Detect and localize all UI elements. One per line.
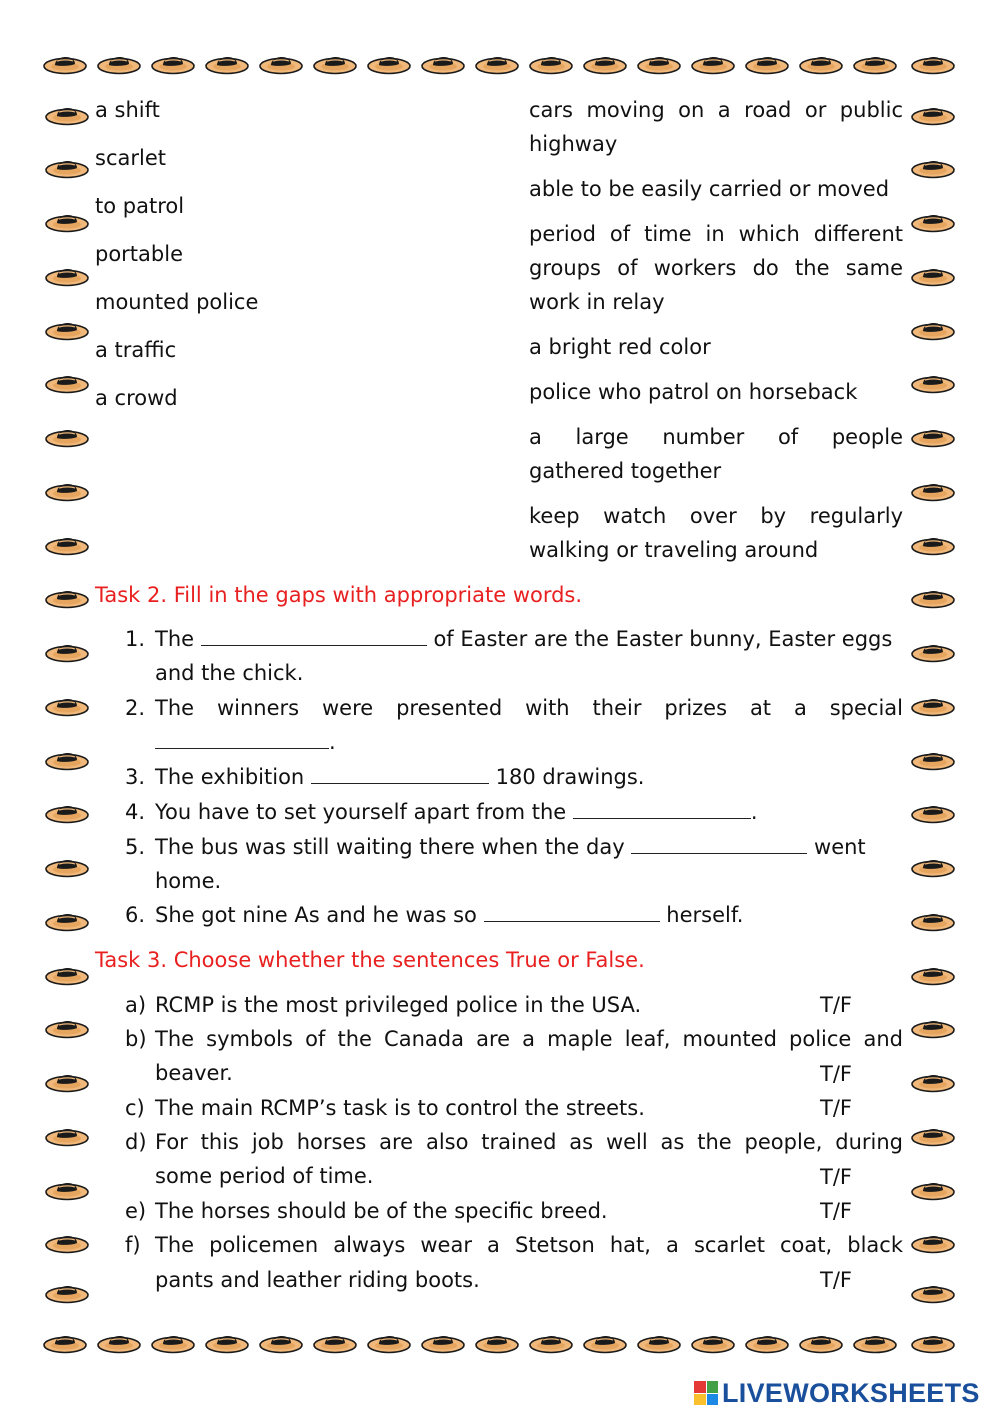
gap-input[interactable] xyxy=(631,831,807,854)
task2-item xyxy=(155,795,758,829)
gap-input[interactable] xyxy=(484,899,660,922)
task2-item xyxy=(155,622,892,656)
sombrero-hat-icon xyxy=(910,854,956,878)
logo-text: LIVEWORKSHEETS xyxy=(722,1377,980,1408)
sombrero-hat-icon xyxy=(798,1330,844,1354)
sombrero-hat-icon xyxy=(42,1330,88,1354)
sentence-text: . xyxy=(329,730,336,754)
definition-line: a large number of people xyxy=(529,425,903,449)
sombrero-hat-icon xyxy=(366,1330,412,1354)
liveworksheets-logo xyxy=(694,1378,980,1408)
sombrero-hat-icon xyxy=(204,1330,250,1354)
sombrero-hat-icon xyxy=(420,1330,466,1354)
sombrero-hat-icon xyxy=(44,854,90,878)
sombrero-hat-icon xyxy=(910,639,956,663)
word-item[interactable]: to patrol xyxy=(95,194,185,218)
sombrero-hat-icon xyxy=(44,478,90,502)
sombrero-hat-icon xyxy=(910,693,956,717)
sombrero-hat-icon xyxy=(910,1280,956,1304)
sombrero-hat-icon xyxy=(910,209,956,233)
sombrero-hat-icon xyxy=(258,1330,304,1354)
definition-line: police who patrol on horseback xyxy=(529,380,858,404)
gap-input[interactable] xyxy=(201,623,427,646)
statement-text: For this job horses are also trained as well as the people, during xyxy=(155,1130,903,1154)
word-item[interactable]: a crowd xyxy=(95,386,178,410)
sombrero-hat-icon xyxy=(910,1015,956,1039)
sentence-text: You have to set yourself apart from the xyxy=(155,800,567,824)
sentence-text: of Easter are the Easter bunny, Easter eggs xyxy=(433,627,893,651)
item-number: 4. xyxy=(125,800,146,824)
definition-line: a bright red color xyxy=(529,335,711,359)
word-item[interactable]: a traffic xyxy=(95,338,177,362)
sombrero-hat-icon xyxy=(910,51,956,75)
sombrero-hat-icon xyxy=(44,585,90,609)
sombrero-hat-icon xyxy=(44,532,90,556)
sentence-text: herself. xyxy=(666,903,744,927)
word-item[interactable]: mounted police xyxy=(95,290,259,314)
sombrero-hat-icon xyxy=(528,51,574,75)
sombrero-hat-icon xyxy=(420,51,466,75)
sombrero-hat-icon xyxy=(474,1330,520,1354)
sombrero-hat-icon xyxy=(910,102,956,126)
sombrero-hat-icon xyxy=(44,102,90,126)
definition-line: highway xyxy=(529,132,618,156)
sentence-text: 180 drawings. xyxy=(495,765,645,789)
true-false-select[interactable]: T/F xyxy=(820,1062,852,1086)
task2-item xyxy=(155,898,743,932)
item-number: 1. xyxy=(125,627,146,651)
definition-line: keep watch over by regularly xyxy=(529,504,903,528)
gap-input[interactable] xyxy=(573,796,751,819)
logo-block xyxy=(707,1381,719,1393)
statement-text: pants and leather riding boots. xyxy=(155,1268,480,1292)
sombrero-hat-icon xyxy=(44,263,90,287)
sombrero-hat-icon xyxy=(44,908,90,932)
sombrero-hat-icon xyxy=(204,51,250,75)
sombrero-hat-icon xyxy=(910,1069,956,1093)
sombrero-hat-icon xyxy=(44,747,90,771)
sombrero-hat-icon xyxy=(910,478,956,502)
true-false-select[interactable]: T/F xyxy=(820,1165,852,1189)
true-false-select[interactable]: T/F xyxy=(820,1096,852,1120)
sombrero-hat-icon xyxy=(44,1230,90,1254)
sentence-text: The xyxy=(155,627,195,651)
task2-title: Task 2. Fill in the gaps with appropriate words. xyxy=(95,583,583,607)
statement-text: The main RCMP’s task is to control the streets. xyxy=(155,1096,645,1120)
sombrero-hat-icon xyxy=(910,800,956,824)
sombrero-hat-icon xyxy=(44,800,90,824)
sombrero-hat-icon xyxy=(474,51,520,75)
statement-text: The symbols of the Canada are a maple leaf, mounted police and xyxy=(155,1027,903,1051)
sombrero-hat-icon xyxy=(910,263,956,287)
gap-input[interactable] xyxy=(155,726,329,749)
definition-line: cars moving on a road or public xyxy=(529,98,903,122)
sentence-text: . xyxy=(750,800,758,824)
sombrero-hat-icon xyxy=(44,1177,90,1201)
sombrero-hat-icon xyxy=(44,370,90,394)
sombrero-hat-icon xyxy=(44,209,90,233)
item-letter: d) xyxy=(125,1130,147,1154)
task3-title: Task 3. Choose whether the sentences True or False. xyxy=(95,948,645,972)
sombrero-hat-icon xyxy=(96,51,142,75)
sombrero-hat-icon xyxy=(910,424,956,448)
sombrero-hat-icon xyxy=(42,51,88,75)
sombrero-hat-icon xyxy=(910,532,956,556)
sombrero-hat-icon xyxy=(44,424,90,448)
statement-text: RCMP is the most privileged police in the USA. xyxy=(155,993,642,1017)
sombrero-hat-icon xyxy=(258,51,304,75)
sombrero-hat-icon xyxy=(636,1330,682,1354)
sombrero-hat-icon xyxy=(910,1330,956,1354)
sombrero-hat-icon xyxy=(366,51,412,75)
item-letter: b) xyxy=(125,1027,147,1051)
sombrero-hat-icon xyxy=(636,51,682,75)
definition-line: groups of workers do the same xyxy=(529,256,903,280)
sombrero-hat-icon xyxy=(44,317,90,341)
sentence-text: went xyxy=(814,835,866,859)
sombrero-hat-icon xyxy=(150,51,196,75)
sombrero-hat-icon xyxy=(910,585,956,609)
logo-block xyxy=(707,1394,719,1406)
definition-line: walking or traveling around xyxy=(529,538,819,562)
sombrero-hat-icon xyxy=(44,693,90,717)
sentence-continuation: home. xyxy=(155,869,222,893)
item-letter: a) xyxy=(125,993,147,1017)
sombrero-hat-icon xyxy=(852,1330,898,1354)
definition-line: able to be easily carried or moved xyxy=(529,177,890,201)
sombrero-hat-icon xyxy=(910,1123,956,1147)
task2-item xyxy=(155,760,644,794)
definition-line: work in relay xyxy=(529,290,665,314)
sombrero-hat-icon xyxy=(44,1015,90,1039)
word-item[interactable]: scarlet xyxy=(95,146,166,170)
sombrero-hat-icon xyxy=(312,1330,358,1354)
sombrero-hat-icon xyxy=(44,155,90,179)
statement-text: some period of time. xyxy=(155,1164,374,1188)
task2-item xyxy=(155,830,866,864)
definition-line: period of time in which different xyxy=(529,222,903,246)
sombrero-hat-icon xyxy=(96,1330,142,1354)
sombrero-hat-icon xyxy=(910,370,956,394)
sombrero-hat-icon xyxy=(150,1330,196,1354)
gap-input[interactable] xyxy=(311,761,489,784)
statement-text: The policemen always wear a Stetson hat, a scarlet coat, black xyxy=(155,1233,903,1257)
sombrero-hat-icon xyxy=(910,908,956,932)
logo-blocks-icon xyxy=(694,1381,718,1405)
sentence-text: The winners were presented with their prizes at a special xyxy=(155,696,903,720)
item-number: 3. xyxy=(125,765,146,789)
logo-block xyxy=(694,1394,706,1406)
sentence-text: She got nine As and he was so xyxy=(155,903,477,927)
item-letter: f) xyxy=(125,1233,141,1257)
sombrero-hat-icon xyxy=(690,1330,736,1354)
sombrero-hat-icon xyxy=(910,155,956,179)
sombrero-hat-icon xyxy=(44,639,90,663)
sombrero-hat-icon xyxy=(744,51,790,75)
sombrero-hat-icon xyxy=(910,1230,956,1254)
sentence-continuation: and the chick. xyxy=(155,661,304,685)
sombrero-hat-icon xyxy=(44,962,90,986)
sombrero-hat-icon xyxy=(910,962,956,986)
item-number: 5. xyxy=(125,835,146,859)
sombrero-hat-icon xyxy=(910,317,956,341)
sombrero-hat-icon xyxy=(690,51,736,75)
statement-text: beaver. xyxy=(155,1061,233,1085)
word-item[interactable]: portable xyxy=(95,242,183,266)
item-number: 2. xyxy=(125,696,146,720)
true-false-select[interactable]: T/F xyxy=(820,993,852,1017)
sombrero-hat-icon xyxy=(910,747,956,771)
sentence-text: The bus was still waiting there when the day xyxy=(155,835,625,859)
logo-block xyxy=(694,1381,706,1393)
sombrero-hat-icon xyxy=(44,1069,90,1093)
item-letter: e) xyxy=(125,1199,147,1223)
word-item[interactable]: a shift xyxy=(95,98,160,122)
true-false-select[interactable]: T/F xyxy=(820,1268,852,1292)
sombrero-hat-icon xyxy=(582,1330,628,1354)
sombrero-hat-icon xyxy=(852,51,898,75)
item-letter: c) xyxy=(125,1096,145,1120)
sombrero-hat-icon xyxy=(44,1123,90,1147)
task2-item-cont xyxy=(155,725,336,759)
definition-line: gathered together xyxy=(529,459,722,483)
sombrero-hat-icon xyxy=(744,1330,790,1354)
sombrero-hat-icon xyxy=(582,51,628,75)
sombrero-hat-icon xyxy=(798,51,844,75)
statement-text: The horses should be of the specific breed. xyxy=(155,1199,608,1223)
item-number: 6. xyxy=(125,903,146,927)
sombrero-hat-icon xyxy=(528,1330,574,1354)
sombrero-hat-icon xyxy=(910,1177,956,1201)
sombrero-hat-icon xyxy=(312,51,358,75)
true-false-select[interactable]: T/F xyxy=(820,1199,852,1223)
sombrero-hat-icon xyxy=(44,1280,90,1304)
sentence-text: The exhibition xyxy=(155,765,305,789)
